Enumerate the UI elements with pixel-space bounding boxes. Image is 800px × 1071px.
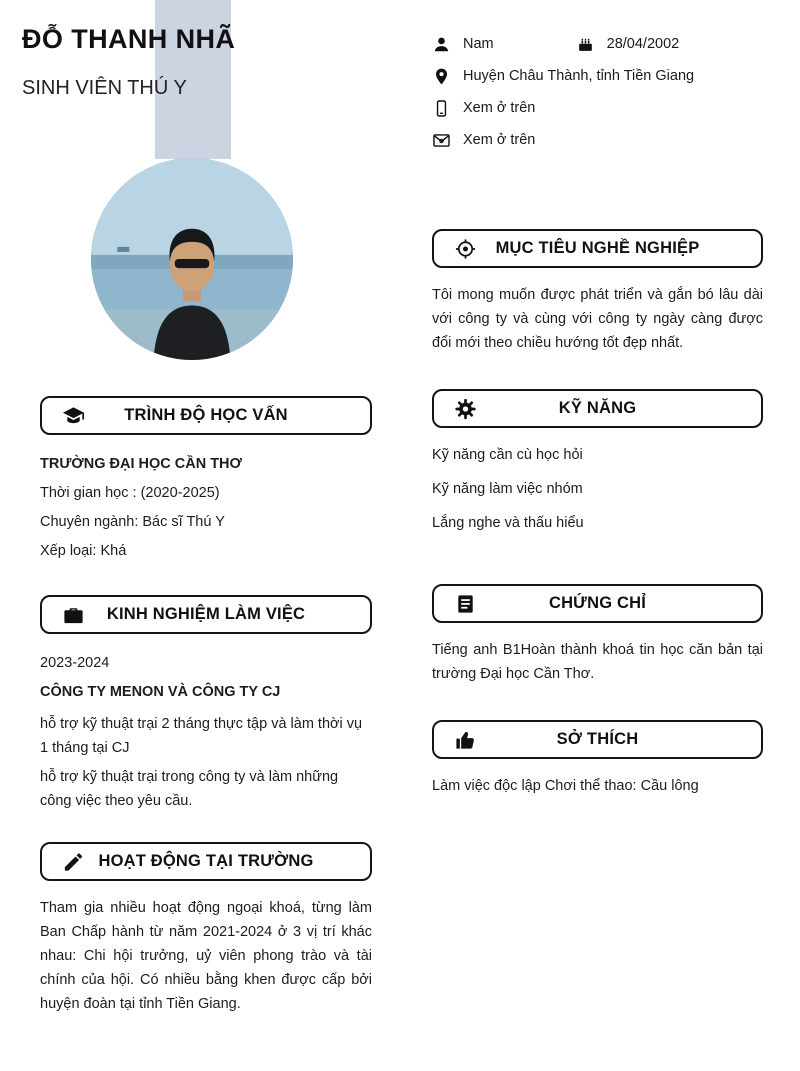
education-school: TRƯỜNG ĐẠI HỌC CẦN THƠ bbox=[40, 456, 242, 472]
activities-desc: Tham gia nhiều hoạt động ngoại khoá, từng làm Ban Chấp hành từ năm 2021-2024 ở 3 vị trí khác nhau: Chi hội trưởng, uỷ viên phong trào và tài chính của hội. Có nhiều bằng khen được cấp bởi huyện đoàn tại tỉnh Tiền Giang. bbox=[40, 900, 372, 1012]
birthday-item bbox=[576, 35, 680, 54]
address-item bbox=[432, 67, 694, 86]
section-hobbies bbox=[432, 720, 763, 798]
contact-row-2 bbox=[432, 60, 777, 92]
section-certificates bbox=[432, 584, 763, 686]
birthday-value: 28/04/2002 bbox=[606, 36, 680, 52]
email-value: Xem ở trên bbox=[463, 132, 536, 148]
education-body bbox=[40, 450, 372, 566]
section-experience bbox=[40, 595, 372, 813]
profile-photo bbox=[91, 158, 293, 360]
skill-item: Kỹ năng cần cù học hỏi bbox=[432, 447, 583, 463]
section-education bbox=[40, 396, 372, 566]
section-certificates-header bbox=[432, 584, 763, 623]
section-title: MỤC TIÊU NGHỀ NGHIỆP bbox=[495, 239, 700, 257]
section-title: TRÌNH ĐỘ HỌC VẤN bbox=[124, 406, 288, 424]
target-icon bbox=[454, 237, 477, 260]
hobbies-desc: Làm việc độc lập Chơi thể thao: Cầu lông bbox=[432, 778, 699, 794]
section-hobbies-header bbox=[432, 720, 763, 759]
pencil-icon bbox=[62, 850, 85, 873]
gear-icon bbox=[454, 397, 477, 420]
location-pin-icon bbox=[432, 67, 451, 86]
email-icon bbox=[432, 131, 451, 150]
skill-item: Kỹ năng làm việc nhóm bbox=[432, 481, 583, 497]
experience-company: CÔNG TY MENON VÀ CÔNG TY CJ bbox=[40, 684, 281, 700]
email-item bbox=[432, 131, 535, 150]
phone-value: Xem ở trên bbox=[463, 100, 536, 116]
section-objective bbox=[432, 229, 763, 355]
phone-item bbox=[432, 99, 535, 118]
thumbs-up-icon bbox=[454, 728, 477, 751]
education-major: Chuyên ngành: Bác sĩ Thú Y bbox=[40, 514, 225, 530]
section-title: KINH NGHIỆM LÀM VIỆC bbox=[106, 605, 306, 623]
section-title: HOẠT ĐỘNG TẠI TRƯỜNG bbox=[98, 852, 314, 870]
contact-info bbox=[432, 28, 777, 156]
skill-item: Lắng nghe và thấu hiểu bbox=[432, 515, 584, 531]
experience-period: 2023-2024 bbox=[40, 655, 110, 671]
gender-value: Nam bbox=[463, 36, 494, 52]
document-lines-icon bbox=[454, 592, 477, 615]
section-skills-header bbox=[432, 389, 763, 428]
graduation-cap-icon bbox=[62, 404, 85, 427]
section-activities bbox=[40, 842, 372, 1016]
person-icon bbox=[432, 35, 451, 54]
certificates-body bbox=[432, 638, 763, 686]
experience-body bbox=[40, 649, 372, 813]
section-title: CHỨNG CHỈ bbox=[548, 594, 647, 612]
section-education-header bbox=[40, 396, 372, 435]
person-name: ĐỖ THANH NHÃ bbox=[22, 24, 236, 54]
name-block bbox=[22, 24, 422, 100]
certificates-desc: Tiếng anh B1Hoàn thành khoá tin học căn bản tại trường Đại học Cần Thơ. bbox=[432, 642, 763, 682]
contact-row-4 bbox=[432, 124, 777, 156]
profile-photo-illustration bbox=[91, 158, 293, 360]
hobbies-body bbox=[432, 774, 763, 798]
birthday-cake-icon bbox=[576, 35, 595, 54]
person-role: SINH VIÊN THÚ Y bbox=[22, 77, 187, 99]
phone-icon bbox=[432, 99, 451, 118]
gender-item bbox=[432, 35, 494, 54]
briefcase-icon bbox=[62, 603, 85, 626]
skills-body bbox=[432, 443, 763, 535]
objective-desc: Tôi mong muốn được phát triển và gắn bó lâu dài với công ty và cùng với công ty ngày càng được đổi mới theo chiều hướng tốt đẹp nhất. bbox=[432, 287, 763, 351]
contact-row-3 bbox=[432, 92, 777, 124]
education-period: Thời gian học : (2020-2025) bbox=[40, 485, 220, 501]
section-activities-header bbox=[40, 842, 372, 881]
address-value: Huyện Châu Thành, tỉnh Tiền Giang bbox=[463, 68, 695, 84]
activities-body bbox=[40, 896, 372, 1016]
objective-body bbox=[432, 283, 763, 355]
contact-row-1 bbox=[432, 28, 777, 60]
experience-desc-2: hỗ trợ kỹ thuật trại trong công ty và làm những công việc theo yêu cầu. bbox=[40, 769, 339, 809]
section-title: KỸ NĂNG bbox=[558, 399, 637, 417]
section-title: SỞ THÍCH bbox=[556, 730, 639, 748]
section-experience-header bbox=[40, 595, 372, 634]
education-grade: Xếp loại: Khá bbox=[40, 543, 127, 559]
section-objective-header bbox=[432, 229, 763, 268]
section-skills bbox=[432, 389, 763, 545]
experience-desc-1: hỗ trợ kỹ thuật trại 2 tháng thực tập và làm thời vụ 1 tháng tại CJ bbox=[40, 716, 363, 756]
